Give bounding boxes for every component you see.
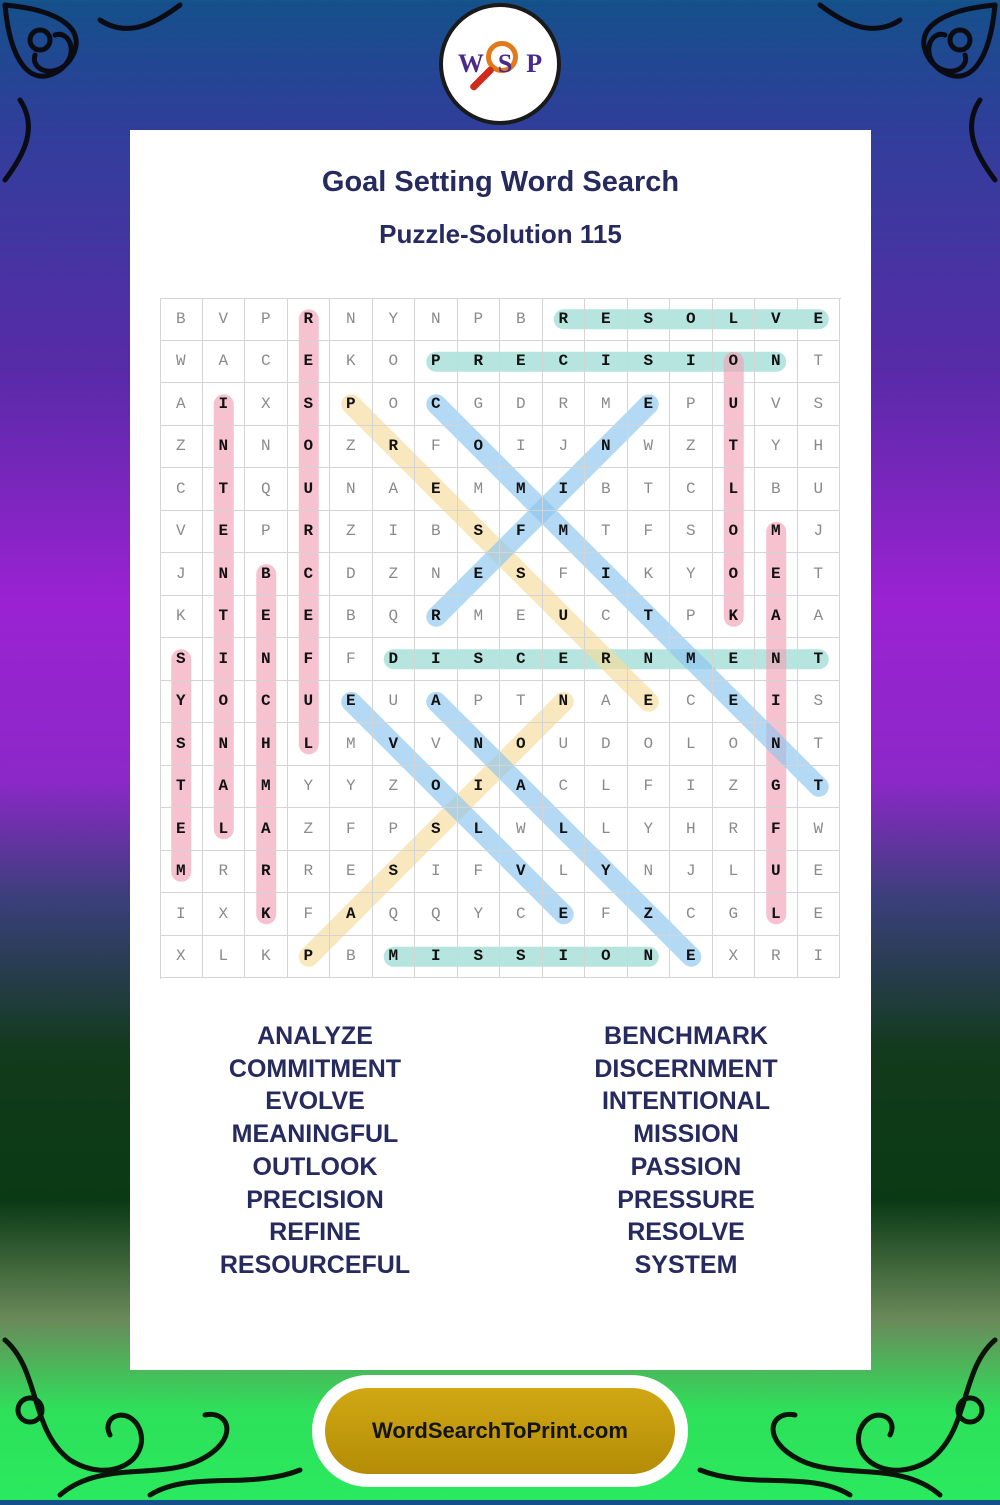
grid-cell: C bbox=[670, 681, 713, 724]
word-list-item: SYSTEM bbox=[634, 1250, 738, 1279]
grid-cell: Q bbox=[373, 596, 416, 639]
grid-cell: K bbox=[628, 553, 671, 596]
grid-cell: F bbox=[500, 511, 543, 554]
grid-cell: R bbox=[288, 851, 331, 894]
grid-cell: A bbox=[245, 808, 288, 851]
grid-cell: Y bbox=[288, 766, 331, 809]
grid-cell: C bbox=[245, 681, 288, 724]
grid-cell: Z bbox=[713, 766, 756, 809]
grid-cell: N bbox=[330, 298, 373, 341]
grid-cell: L bbox=[543, 851, 586, 894]
page-subtitle: Puzzle-Solution 115 bbox=[379, 219, 622, 249]
grid-cell: C bbox=[585, 596, 628, 639]
grid-cell: F bbox=[330, 808, 373, 851]
grid-cell: F bbox=[330, 638, 373, 681]
grid-cell: S bbox=[500, 553, 543, 596]
grid-cell: I bbox=[670, 766, 713, 809]
grid-cell: R bbox=[203, 851, 246, 894]
grid-cell: E bbox=[458, 553, 501, 596]
grid-cell: N bbox=[203, 553, 246, 596]
word-list-item: DISCERNMENT bbox=[594, 1054, 778, 1083]
grid-cell: V bbox=[415, 723, 458, 766]
grid-cell: E bbox=[585, 298, 628, 341]
grid-cell: N bbox=[628, 851, 671, 894]
grid-cell: I bbox=[755, 681, 798, 724]
word-list-item: OUTLOOK bbox=[252, 1152, 378, 1181]
grid-cell: T bbox=[585, 511, 628, 554]
grid-cell: S bbox=[458, 511, 501, 554]
grid-cell: K bbox=[245, 936, 288, 979]
grid-cell: N bbox=[755, 723, 798, 766]
grid-cell: O bbox=[713, 553, 756, 596]
grid-cell: C bbox=[245, 341, 288, 384]
grid-cell: R bbox=[755, 936, 798, 979]
grid-cell: F bbox=[415, 426, 458, 469]
grid-cell: B bbox=[500, 298, 543, 341]
grid-cell: O bbox=[585, 936, 628, 979]
grid-cell: O bbox=[415, 766, 458, 809]
grid-cell: T bbox=[798, 341, 841, 384]
grid-cell: V bbox=[500, 851, 543, 894]
grid-cell: O bbox=[713, 341, 756, 384]
grid-cell: J bbox=[543, 426, 586, 469]
grid-cell: B bbox=[245, 553, 288, 596]
grid-cell: S bbox=[288, 383, 331, 426]
grid-cell: F bbox=[543, 553, 586, 596]
grid-cell: Z bbox=[330, 426, 373, 469]
grid-cell: O bbox=[713, 511, 756, 554]
grid-cell: Y bbox=[755, 426, 798, 469]
grid-cell: R bbox=[543, 383, 586, 426]
grid-cell: E bbox=[543, 893, 586, 936]
grid-cell: B bbox=[755, 468, 798, 511]
grid-cell: R bbox=[543, 298, 586, 341]
word-list-item: MEANINGFUL bbox=[231, 1120, 399, 1149]
grid-cell: T bbox=[203, 468, 246, 511]
grid-cell: T bbox=[628, 468, 671, 511]
grid-cell: C bbox=[500, 638, 543, 681]
grid-cell: M bbox=[373, 936, 416, 979]
grid-cell: I bbox=[415, 638, 458, 681]
grid-cell: L bbox=[288, 723, 331, 766]
grid-cell: R bbox=[458, 341, 501, 384]
grid-cell: E bbox=[628, 383, 671, 426]
grid-cell: P bbox=[245, 298, 288, 341]
grid-cell: W bbox=[628, 426, 671, 469]
grid-cell: Y bbox=[585, 851, 628, 894]
grid-cell: L bbox=[755, 893, 798, 936]
grid-cell: Z bbox=[330, 511, 373, 554]
grid-cell: V bbox=[160, 511, 203, 554]
grid-cell: F bbox=[288, 638, 331, 681]
grid-cell: O bbox=[288, 426, 331, 469]
grid-cell: L bbox=[670, 723, 713, 766]
grid-cell: S bbox=[628, 341, 671, 384]
grid-cell: M bbox=[245, 766, 288, 809]
grid-cell: X bbox=[713, 936, 756, 979]
grid-cell: E bbox=[500, 341, 543, 384]
word-list-item: BENCHMARK bbox=[604, 1022, 768, 1050]
grid-cell: B bbox=[330, 936, 373, 979]
grid-cell: E bbox=[755, 553, 798, 596]
grid-cell: C bbox=[415, 383, 458, 426]
grid-cell: U bbox=[713, 383, 756, 426]
grid-cell: T bbox=[798, 766, 841, 809]
grid-cell: S bbox=[373, 851, 416, 894]
grid-cell: A bbox=[585, 681, 628, 724]
grid-cell: F bbox=[628, 511, 671, 554]
grid-cell: I bbox=[415, 936, 458, 979]
grid-cell: M bbox=[543, 511, 586, 554]
grid-cell: J bbox=[670, 851, 713, 894]
grid-cell: B bbox=[330, 596, 373, 639]
grid-cell: P bbox=[330, 383, 373, 426]
grid-cell: I bbox=[670, 341, 713, 384]
grid-cell: S bbox=[628, 298, 671, 341]
grid-cell: P bbox=[670, 596, 713, 639]
grid-cell: N bbox=[755, 341, 798, 384]
grid-cell: Q bbox=[415, 893, 458, 936]
grid-cell: R bbox=[288, 298, 331, 341]
grid-cell: T bbox=[798, 553, 841, 596]
grid-cell: W bbox=[798, 808, 841, 851]
word-list-item: MISSION bbox=[633, 1120, 739, 1149]
grid-cell: G bbox=[755, 766, 798, 809]
grid-cell: A bbox=[500, 766, 543, 809]
grid-cell: Y bbox=[628, 808, 671, 851]
grid-cell: U bbox=[288, 681, 331, 724]
grid-cell: C bbox=[670, 893, 713, 936]
grid-cell: U bbox=[543, 596, 586, 639]
grid-cell: H bbox=[670, 808, 713, 851]
grid-cell: M bbox=[458, 596, 501, 639]
grid-cell: N bbox=[245, 426, 288, 469]
grid-cell: N bbox=[755, 638, 798, 681]
grid-cell: J bbox=[160, 553, 203, 596]
grid-cell: N bbox=[203, 723, 246, 766]
grid-cell: F bbox=[458, 851, 501, 894]
word-list-item: COMMITMENT bbox=[228, 1054, 402, 1083]
word-list-item: RESOURCEFUL bbox=[219, 1250, 411, 1279]
grid-cell: P bbox=[458, 681, 501, 724]
grid-cell: T bbox=[628, 596, 671, 639]
grid-cell: T bbox=[203, 596, 246, 639]
grid-cell: S bbox=[500, 936, 543, 979]
grid-cell: G bbox=[458, 383, 501, 426]
grid-cell: N bbox=[543, 681, 586, 724]
grid-cell: F bbox=[288, 893, 331, 936]
grid-cell: P bbox=[670, 383, 713, 426]
word-list-item: EVOLVE bbox=[265, 1087, 365, 1116]
grid-cell: B bbox=[415, 511, 458, 554]
grid-cell: O bbox=[203, 681, 246, 724]
grid-cell: P bbox=[245, 511, 288, 554]
grid-cell: X bbox=[160, 936, 203, 979]
grid-cell: Y bbox=[160, 681, 203, 724]
grid-cell: P bbox=[458, 298, 501, 341]
grid-cell: S bbox=[458, 638, 501, 681]
grid-cell: M bbox=[458, 468, 501, 511]
grid-cell: Z bbox=[373, 766, 416, 809]
grid-cell: N bbox=[330, 468, 373, 511]
grid-cell: I bbox=[160, 893, 203, 936]
grid-cell: N bbox=[585, 426, 628, 469]
grid-cell: H bbox=[245, 723, 288, 766]
grid-cell: O bbox=[458, 426, 501, 469]
grid-cell: C bbox=[543, 341, 586, 384]
grid-cell: I bbox=[543, 468, 586, 511]
grid-cell: A bbox=[203, 766, 246, 809]
grid-cell: C bbox=[543, 766, 586, 809]
grid-cell: Z bbox=[160, 426, 203, 469]
grid-cell: L bbox=[713, 468, 756, 511]
grid-cell: T bbox=[500, 681, 543, 724]
page-title: Goal Setting Word Search bbox=[321, 166, 680, 198]
grid-cell: O bbox=[628, 723, 671, 766]
grid-cell: N bbox=[628, 638, 671, 681]
grid-cell: M bbox=[755, 511, 798, 554]
grid-cell: E bbox=[713, 638, 756, 681]
grid-cell: E bbox=[543, 638, 586, 681]
grid-cell: L bbox=[203, 808, 246, 851]
grid-cell: I bbox=[585, 341, 628, 384]
logo-letters: WSP bbox=[457, 49, 557, 78]
grid-cell: A bbox=[415, 681, 458, 724]
grid-cell: W bbox=[160, 341, 203, 384]
grid-cell: B bbox=[585, 468, 628, 511]
grid-cell: Z bbox=[628, 893, 671, 936]
grid-cell: K bbox=[160, 596, 203, 639]
footer-site-link[interactable] bbox=[325, 1388, 675, 1474]
grid-cell: Q bbox=[245, 468, 288, 511]
grid-cell: I bbox=[500, 426, 543, 469]
grid-cell: M bbox=[500, 468, 543, 511]
grid-cell: M bbox=[330, 723, 373, 766]
word-list-item: PRESSURE bbox=[617, 1185, 755, 1214]
grid-cell: H bbox=[798, 426, 841, 469]
grid-cell: I bbox=[585, 553, 628, 596]
grid-cell: L bbox=[585, 766, 628, 809]
grid-cell: T bbox=[798, 723, 841, 766]
grid-cell: D bbox=[373, 638, 416, 681]
grid-cell: A bbox=[755, 596, 798, 639]
grid-cell: S bbox=[458, 936, 501, 979]
grid-cell: Z bbox=[288, 808, 331, 851]
grid-cell: E bbox=[628, 681, 671, 724]
grid-cell: Z bbox=[670, 426, 713, 469]
grid-cell: O bbox=[670, 298, 713, 341]
grid-cell: M bbox=[670, 638, 713, 681]
grid-cell: K bbox=[330, 341, 373, 384]
grid-cell: T bbox=[160, 766, 203, 809]
grid-cell: O bbox=[713, 723, 756, 766]
grid-cell: E bbox=[288, 341, 331, 384]
word-list-item: PRECISION bbox=[246, 1185, 384, 1214]
grid-cell: N bbox=[415, 553, 458, 596]
grid-cell: L bbox=[458, 808, 501, 851]
grid-cell: C bbox=[160, 468, 203, 511]
site-logo[interactable] bbox=[439, 3, 561, 125]
grid-cell: Y bbox=[373, 298, 416, 341]
grid-cell: V bbox=[755, 298, 798, 341]
grid-cell: R bbox=[713, 808, 756, 851]
grid-cell: U bbox=[798, 468, 841, 511]
grid-cell: E bbox=[713, 681, 756, 724]
grid-cell: G bbox=[713, 893, 756, 936]
word-list-item: RESOLVE bbox=[627, 1218, 745, 1247]
grid-cell: S bbox=[798, 383, 841, 426]
grid-cell: Y bbox=[330, 766, 373, 809]
grid-cell: V bbox=[755, 383, 798, 426]
grid-cell: N bbox=[458, 723, 501, 766]
grid-cell: M bbox=[160, 851, 203, 894]
grid-cell: K bbox=[245, 893, 288, 936]
grid-cell: U bbox=[373, 681, 416, 724]
puzzle-card bbox=[130, 130, 871, 1370]
grid-cell: R bbox=[245, 851, 288, 894]
grid-cell: X bbox=[203, 893, 246, 936]
word-list-item: INTENTIONAL bbox=[601, 1087, 771, 1116]
grid-cell: S bbox=[415, 808, 458, 851]
grid-cell: E bbox=[330, 851, 373, 894]
grid-cell: U bbox=[288, 468, 331, 511]
grid-cell: E bbox=[160, 808, 203, 851]
grid-cell: B bbox=[160, 298, 203, 341]
grid-cell: O bbox=[500, 723, 543, 766]
word-list-item: ANALYZE bbox=[257, 1022, 373, 1050]
grid-cell: E bbox=[670, 936, 713, 979]
grid-cell: C bbox=[670, 468, 713, 511]
grid-cell: R bbox=[585, 638, 628, 681]
grid-cell: S bbox=[160, 723, 203, 766]
word-list-item: PASSION bbox=[630, 1152, 742, 1181]
grid-cell: D bbox=[500, 383, 543, 426]
grid-cell: E bbox=[415, 468, 458, 511]
grid-cell: L bbox=[543, 808, 586, 851]
grid-cell: N bbox=[203, 426, 246, 469]
footer-site-text: WordSearchToPrint.com bbox=[372, 1418, 628, 1443]
grid-cell: K bbox=[713, 596, 756, 639]
grid-cell: U bbox=[755, 851, 798, 894]
grid-cell: F bbox=[628, 766, 671, 809]
grid-cell: I bbox=[373, 511, 416, 554]
grid-cell: W bbox=[500, 808, 543, 851]
letter-grid bbox=[160, 298, 840, 978]
grid-cell: L bbox=[203, 936, 246, 979]
grid-cell: S bbox=[798, 681, 841, 724]
grid-cell: M bbox=[585, 383, 628, 426]
grid-cell: C bbox=[500, 893, 543, 936]
grid-cell: E bbox=[330, 681, 373, 724]
grid-cell: E bbox=[500, 596, 543, 639]
grid-cell: S bbox=[670, 511, 713, 554]
grid-cell: L bbox=[585, 808, 628, 851]
grid-cell: T bbox=[713, 426, 756, 469]
grid-cell: O bbox=[373, 341, 416, 384]
grid-cell: J bbox=[798, 511, 841, 554]
word-list-left bbox=[130, 1020, 500, 1282]
grid-cell: Q bbox=[373, 893, 416, 936]
grid-cell: A bbox=[798, 596, 841, 639]
grid-cell: V bbox=[373, 723, 416, 766]
grid-cell: A bbox=[373, 468, 416, 511]
grid-cell: Y bbox=[670, 553, 713, 596]
grid-cell: P bbox=[288, 936, 331, 979]
grid-cell: X bbox=[245, 383, 288, 426]
grid-cell: D bbox=[330, 553, 373, 596]
grid-cell: Y bbox=[458, 893, 501, 936]
grid-cell: R bbox=[288, 511, 331, 554]
grid-cell: I bbox=[543, 936, 586, 979]
grid-cell: C bbox=[288, 553, 331, 596]
grid-cell: U bbox=[543, 723, 586, 766]
grid-cell: N bbox=[628, 936, 671, 979]
grid-cell: E bbox=[288, 596, 331, 639]
grid-cell: R bbox=[373, 426, 416, 469]
grid-cell: E bbox=[798, 851, 841, 894]
grid-cell: F bbox=[585, 893, 628, 936]
grid-cell: A bbox=[203, 341, 246, 384]
grid-cell: V bbox=[203, 298, 246, 341]
grid-cell: I bbox=[415, 851, 458, 894]
grid-cell: P bbox=[373, 808, 416, 851]
grid-cell: N bbox=[245, 638, 288, 681]
grid-cell: I bbox=[203, 638, 246, 681]
grid-cell: L bbox=[713, 851, 756, 894]
grid-cell: D bbox=[585, 723, 628, 766]
grid-cell: A bbox=[330, 893, 373, 936]
grid-cell: I bbox=[203, 383, 246, 426]
grid-cell: L bbox=[713, 298, 756, 341]
grid-cell: E bbox=[203, 511, 246, 554]
grid-cell: I bbox=[798, 936, 841, 979]
word-list-item: REFINE bbox=[269, 1218, 361, 1247]
grid-cell: Z bbox=[373, 553, 416, 596]
grid-cell: E bbox=[798, 893, 841, 936]
grid-cell: T bbox=[798, 638, 841, 681]
word-list-right bbox=[501, 1020, 871, 1282]
grid-cell: I bbox=[458, 766, 501, 809]
grid-cell: O bbox=[373, 383, 416, 426]
grid-cell: F bbox=[755, 808, 798, 851]
grid-cell: N bbox=[415, 298, 458, 341]
grid-cell: E bbox=[798, 298, 841, 341]
grid-cell: S bbox=[160, 638, 203, 681]
grid-cell: A bbox=[160, 383, 203, 426]
grid-cell: E bbox=[245, 596, 288, 639]
grid-cell: R bbox=[415, 596, 458, 639]
grid-cell: P bbox=[415, 341, 458, 384]
